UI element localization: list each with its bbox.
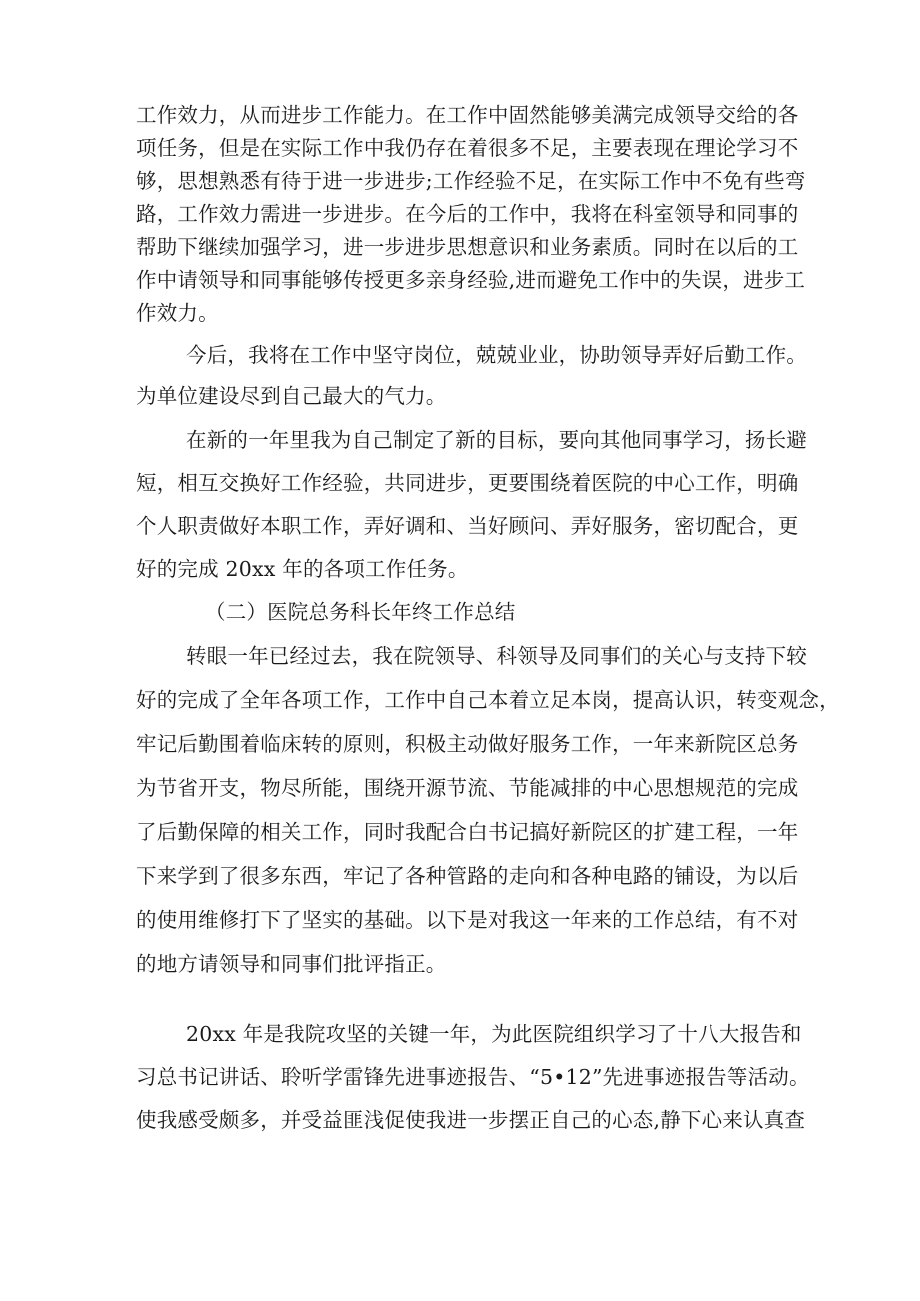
paragraph-line: 在新的一年里我为自己制定了新的目标，要向其他同事学习，扬长避 <box>186 428 807 452</box>
paragraph-line: 够，思想熟悉有待于进一步进步;工作经验不足，在实际工作中不免有些弯 <box>136 169 806 193</box>
paragraph-line: 了后勤保障的相关工作，同时我配合白书记搞好新院区的扩建工程，一年 <box>136 820 799 844</box>
paragraph-line: 为单位建设尽到自己最大的气力。 <box>136 384 447 408</box>
paragraph-line: 好的完成了全年各项工作，工作中自己本着立足本岗，提高认识，转变观念， <box>136 688 840 712</box>
paragraph-line: 下来学到了很多东西，牢记了各种管路的走向和各种电路的铺设，为以后 <box>136 864 799 888</box>
paragraph-line: 帮助下继续加强学习，进一步进步思想意识和业务素质。同时在以后的工 <box>136 235 799 259</box>
paragraph-line: 作中请领导和同事能够传授更多亲身经验,进而避免工作中的失误，进步工 <box>136 268 806 292</box>
paragraph-line: 为节省开支，物尽所能，围绕开源节流、节能减排的中心思想规范的完成 <box>136 776 799 800</box>
paragraph-line: 的使用维修打下了坚实的基础。以下是对我这一年来的工作总结，有不对 <box>136 908 799 932</box>
paragraph-line: 个人职责做好本职工作，弄好调和、当好顾问、弄好服务，密切配合，更 <box>136 514 799 538</box>
section-heading: （二）医院总务科长年终工作总结 <box>205 600 516 624</box>
paragraph-line: 作效力。 <box>136 301 219 325</box>
paragraph-line: 使我感受颇多，并受益匪浅促使我进一步摆正自己的心态,静下心来认真查 <box>136 1108 806 1132</box>
paragraph-line: 好的完成 20xx 年的各项工作任务。 <box>136 557 469 581</box>
paragraph-line: 的地方请领导和同事们批评指正。 <box>136 952 447 976</box>
paragraph-line: 20xx 年是我院攻坚的关键一年，为此医院组织学习了十八大报告和 <box>186 1022 802 1046</box>
paragraph-line: 路，工作效力需进一步进步。在今后的工作中，我将在科室领导和同事的 <box>136 202 799 226</box>
paragraph-line: 项任务，但是在实际工作中我仍存在着很多不足，主要表现在理论学习不 <box>136 136 799 160</box>
paragraph-line: 转眼一年已经过去，我在院领导、科领导及同事们的关心与支持下较 <box>186 644 807 668</box>
paragraph-line: 工作效力，从而进步工作能力。在工作中固然能够美满完成领导交给的各 <box>136 103 799 127</box>
paragraph-line: 短，相互交换好工作经验，共同进步，更要围绕着医院的中心工作，明确 <box>136 471 799 495</box>
paragraph-line: 习总书记讲话、聆听学雷锋先进事迹报告、“5•12”先进事迹报告等活动。 <box>136 1065 810 1089</box>
paragraph-line: 牢记后勤围着临床转的原则，积极主动做好服务工作，一年来新院区总务 <box>136 732 799 756</box>
paragraph-line: 今后，我将在工作中坚守岗位，兢兢业业，协助领导弄好后勤工作。 <box>186 343 807 367</box>
